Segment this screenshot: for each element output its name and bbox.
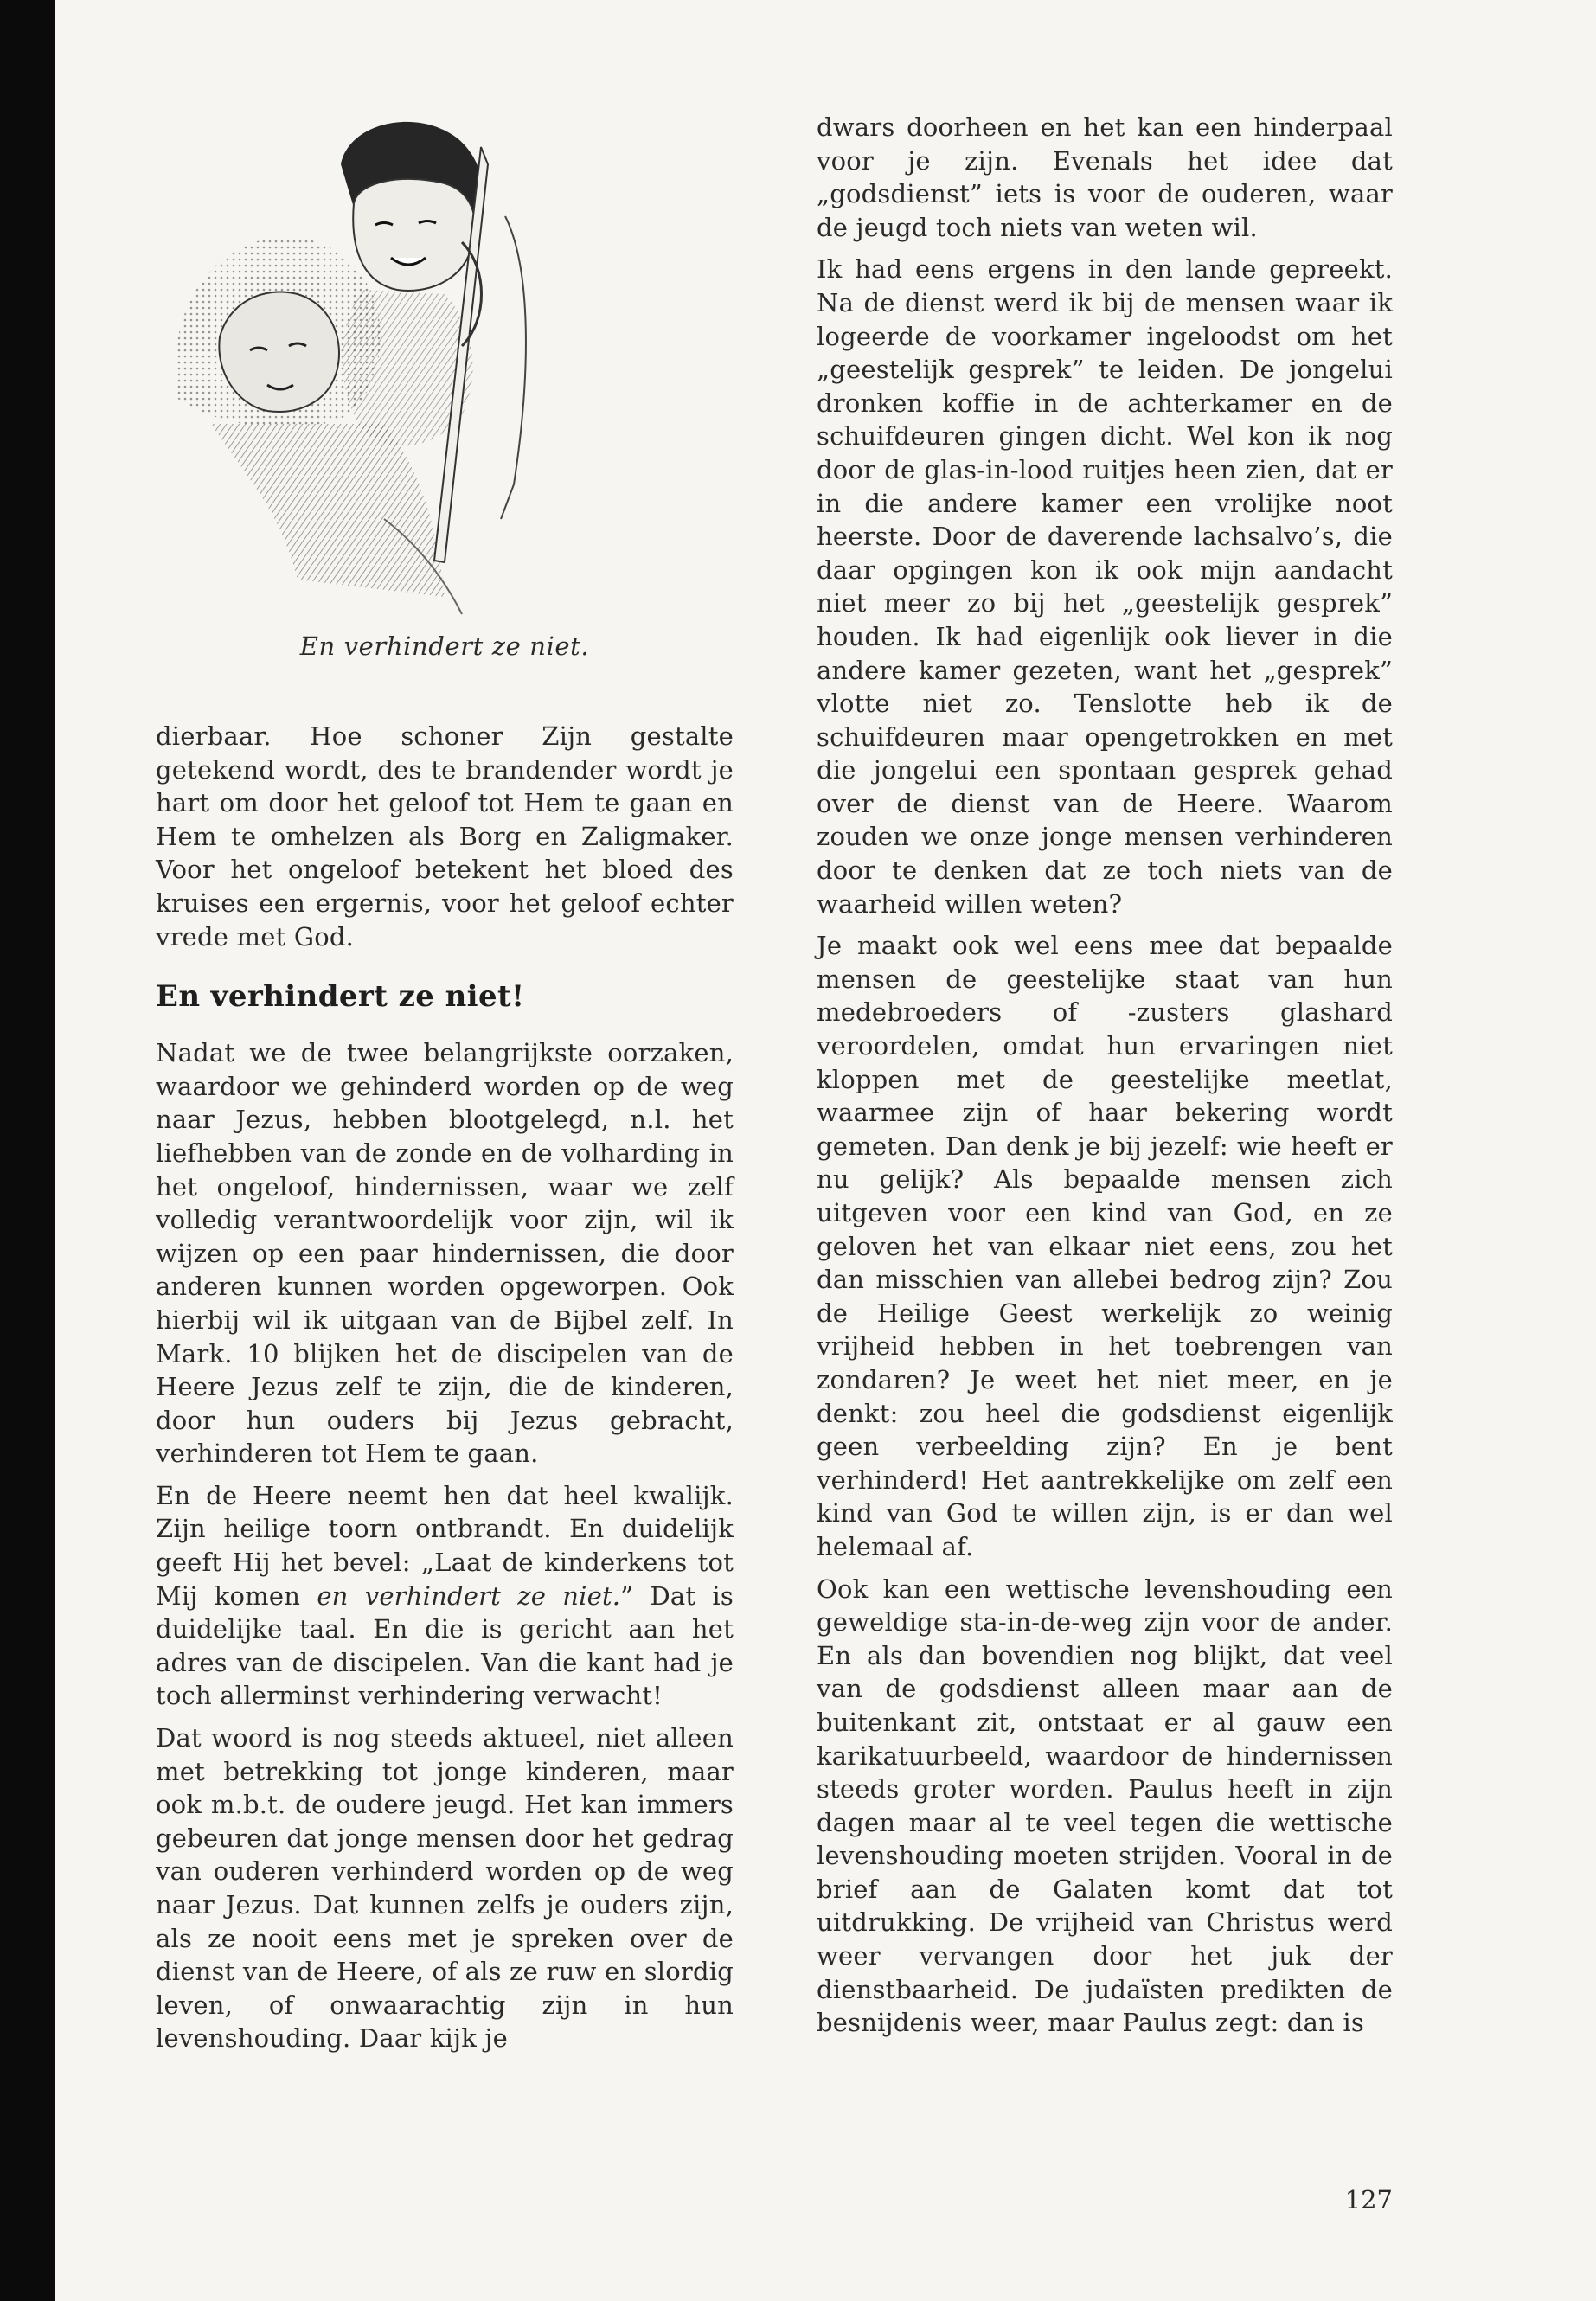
left-column — [156, 112, 734, 2064]
left-paragraph-1: Nadat we de twee belangrijkste oorzaken, waardoor we gehinderd worden op de weg naar Jezus, hebben blootgelegd, n.l. het liefhebben van de zonde en de volharding in het ongeloof, hindernissen, waar we zelf volledig verantwoordelijk voor zijn, wil ik wijzen op een paar hindernissen, die door anderen kunnen worden opgeworpen. Ook hierbij wil ik uitgaan van de Bijbel zelf. In Mark. 10 blijken het de discipelen van de Heere Jezus zelf te zijn, die de kinderen, door hun ouders bij Jezus gebracht, verhinderen tot Hem te gaan. — [156, 1038, 734, 1469]
section-heading: En verhindert ze niet! — [156, 979, 525, 1015]
left-paragraph-2-text-b: ” Dat is duidelijke taal. En die is gericht aan het adres van de discipelen. Van die kant had je toch allerminst verhindering verwacht! — [156, 1580, 734, 1711]
right-paragraph-1: dwars doorheen en het kan een hinderpaal voor je zijn. Evenals het idee dat „godsdienst” iets is voor de ouderen, waar de jeugd toch niets van weten wil. — [817, 112, 1393, 242]
scan-binding-edge — [0, 0, 55, 2301]
left-paragraph-2 — [156, 1479, 734, 1713]
right-column — [817, 111, 1393, 2040]
children-illustration-drawing — [159, 112, 644, 623]
illustration-caption: En verhindert ze niet. — [299, 631, 590, 661]
left-paragraph-2-text-a: En de Heere neemt hen dat heel kwalijk. Zijn heilige toorn ontbrandt. En duidelijk geeft Hij het bevel: „Laat de kinderkens tot Mij komen — [156, 1480, 734, 1611]
left-paragraph-2-quote: en verhindert ze niet. — [317, 1580, 621, 1611]
children-illustration — [159, 112, 644, 623]
left-intro-paragraph: dierbaar. Hoe schoner Zijn gestalte getekend wordt, des te brandender wordt je hart om door het geloof tot Hem te gaan en Hem te omhelzen als Borg en Zaligmaker. Voor het ongeloof betekent het bloed des kruises een ergernis, voor het geloof echter vrede met God. — [156, 721, 734, 952]
right-paragraph-3: Je maakt ook wel eens mee dat bepaalde mensen de geestelijke staat van hun medebroeders of -zusters glashard veroordelen, omdat hun ervaringen niet kloppen met de geestelijke meetlat, waarmee zijn of haar bekering wordt gemeten. Dan denk je bij jezelf: wie heeft er nu gelijk? Als bepaalde mensen zich uitgeven voor een kind van God, en ze geloven het van elkaar niet eens, zou het dan misschien van allebei bedrog zijn? Zou de Heilige Geest werkelijk zo weinig vrijheid hebben in het toebrengen van zondaren? Je weet het niet meer, en je denkt: zou heel die godsdienst eigenlijk geen verbeelding zijn? En je bent verhinderd! Het aantrekkelijke om zelf een kind van God te willen zijn, is er dan wel helemaal af. — [817, 931, 1393, 1561]
left-paragraph-3: Dat woord is nog steeds aktueel, niet alleen met betrekking tot jonge kinderen, maar ook m.b.t. de oudere jeugd. Het kan immers gebeuren dat jonge mensen door het gedrag van ouderen verhinderd worden op de weg naar Jezus. Dat kunnen zelfs je ouders zijn, als ze nooit eens met je spreken over de dienst van de Heere, of als ze ruw en slordig leven, of onwaarachtig zijn in hun levenshouding. Daar kijk je — [156, 1723, 734, 2054]
right-paragraph-2: Ik had eens ergens in den lande gepreekt. Na de dienst werd ik bij de mensen waar ik logeerde de voorkamer ingeloodst om het „geestelijk gesprek” te leiden. De jongelui dronken koffie in de achterkamer en de schuifdeuren gingen dicht. Wel kon ik nog door de glas-in-lood ruitjes heen zien, dat er in die andere kamer een vrolijke noot heerste. Door de daverende lachsalvo’s, die daar opgingen kon ik ook mijn aandacht niet meer zo bij het „geestelijk gesprek” houden. Ik had eigenlijk ook liever in die andere kamer gezeten, want het „gesprek” vlotte niet zo. Tenslotte heb ik de schuifdeuren maar opengetrokken en met die jongelui een spontaan gesprek gehad over de dienst van de Heere. Waarom zouden we onze jonge mensen verhinderen door te denken dat ze toch niets van de waarheid willen weten? — [817, 254, 1393, 919]
page-number: 127 — [1344, 2185, 1393, 2214]
right-paragraph-4: Ook kan een wettische levenshouding een geweldige sta-in-de-weg zijn voor de ander. En als dan bovendien nog blijkt, dat veel van de godsdienst alleen maar aan de buitenkant zit, ontstaat er al gauw een karikatuurbeeld, waardoor de hindernissen steeds groter worden. Paulus heeft in zijn dagen maar al te veel tegen die wettische levenshouding moeten strijden. Vooral in de brief aan de Galaten komt dat tot uitdrukking. De vrijheid van Christus werd weer vervangen door het juk der dienstbaarheid. De judaïsten predikten de besnijdenis weer, maar Paulus zegt: dan is — [817, 1574, 1393, 2038]
